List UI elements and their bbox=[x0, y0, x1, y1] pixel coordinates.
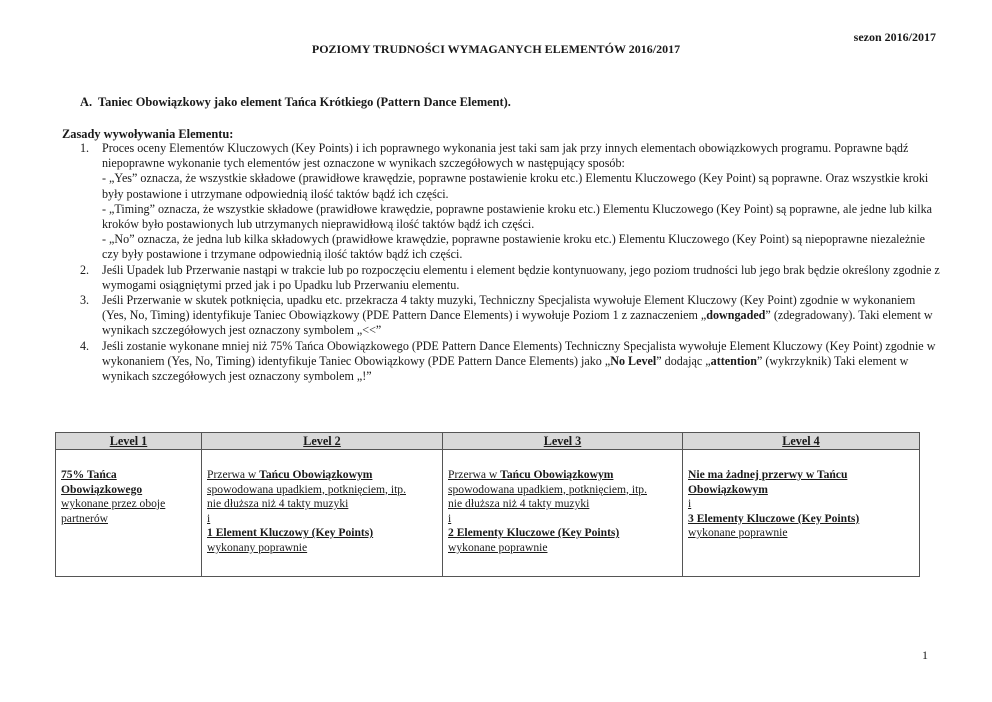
section-heading bbox=[80, 95, 511, 110]
level-3-cause: spowodowana upadkiem, potknięciem, itp. bbox=[448, 482, 647, 496]
section-label: A. bbox=[80, 95, 93, 109]
level-4-key-points: 3 Elementy Kluczowe (Key Points) bbox=[688, 511, 860, 525]
level-4-cell bbox=[683, 450, 920, 577]
rule-number: 1. bbox=[80, 141, 90, 155]
header-level-3: Level 3 bbox=[443, 433, 683, 450]
level-3-key-points: 2 Elementy Kluczowe (Key Points) bbox=[448, 526, 620, 540]
rule-yes-definition: - „Yes” oznacza, że wszystkie składowe (prawidłowe krawędzie, poprawne postawienie kroku etc.) Elementu Kluczowego (Key Point) są poprawne. Oraz wszystkie kroki były postawione i utrzymane odpowiednią ilość taktów bądź ich części. bbox=[102, 171, 929, 201]
rule-timing-definition: - „Timing” oznacza, że wszystkie składowe (prawidłowe krawędzie, poprawne postawienie kroku etc.) Elementu Kluczowego (Key Point) są poprawne, ale jedne lub kilka kroków było postawionych lub utrzymanych nieprawidłową ilość taktów bądź ich części. bbox=[102, 201, 933, 232]
rule-text: Jeśli zostanie wykonane mniej niż 75% Tańca Obowiązkowego (PDE Pattern Dance Elements) Techniczny Specjalista wywołuje Element Kluczowy (Key Point) zgodnie w wykonaniem (Yes, No, Timing) identyfikuje Taniec Obowiązkowy (PDE Pattern Dance Elements) jako „ bbox=[102, 338, 936, 368]
header-level-1: Level 1 bbox=[56, 433, 202, 450]
table-header-row bbox=[56, 433, 920, 450]
page-title: POZIOMY TRUDNOŚCI WYMAGANYCH ELEMENTÓW 2016/2017 bbox=[311, 42, 681, 56]
rule-number: 3. bbox=[80, 293, 90, 308]
levels-table bbox=[55, 432, 920, 577]
rule-item bbox=[62, 141, 942, 263]
level-1-cell bbox=[56, 450, 202, 577]
season-label: sezon 2016/2017 bbox=[853, 30, 936, 44]
section-title: Taniec Obowiązkowy jako element Tańca Krótkiego (Pattern Dance Element). bbox=[98, 95, 511, 109]
rules-list bbox=[62, 141, 942, 384]
header-level-2: Level 2 bbox=[202, 433, 443, 450]
level-4-done: wykonane poprawnie bbox=[688, 526, 788, 540]
level-4-requirement: Nie ma żadnej przerwy w Tańcu Obowiązkowym bbox=[688, 468, 848, 496]
level-1-requirement: 75% Tańca Obowiązkowego bbox=[61, 468, 143, 496]
level-3-and: i bbox=[448, 511, 452, 525]
table-row bbox=[56, 450, 920, 577]
level-3-done: wykonane poprawnie bbox=[448, 540, 548, 554]
level-4-and: i bbox=[688, 497, 692, 511]
level-2-bold: Tańcu Obowiązkowym bbox=[259, 468, 373, 481]
level-2-cell bbox=[202, 450, 443, 577]
level-3-interruption bbox=[448, 468, 678, 483]
level-2-cause: spowodowana upadkiem, potknięciem, itp. bbox=[207, 482, 406, 496]
rule-text: Jeśli Przerwanie w skutek potknięcia, upadku etc. przekracza 4 takty muzyki, Techniczny Specjalista wywołuje Element Kluczowy (Key Point) zgodnie w wykonaniem (Yes, No, Timing) identyfikuje Taniec Obowiązkowy (PDE Pattern Dance Elements) i wywołuje Poziom 1 z zaznaczeniem „ bbox=[102, 293, 916, 323]
level-2-key-points: 1 Element Kluczowy (Key Points) bbox=[207, 526, 374, 540]
level-2-plain: Przerwa w bbox=[207, 468, 260, 481]
rule-item bbox=[62, 293, 942, 339]
rule-text-mid: ” dodając „ bbox=[656, 353, 711, 368]
no-level-term: No Level bbox=[610, 353, 657, 368]
level-2-done: wykonany poprawnie bbox=[207, 540, 308, 554]
rule-item bbox=[62, 263, 942, 293]
rule-number: 2. bbox=[80, 262, 90, 277]
level-1-detail: wykonane przez oboje partnerów bbox=[61, 497, 166, 525]
rule-text-end: ” (wykrzyknik) Taki element w wynikach szczegółowych jest oznaczony symbolem „!” bbox=[102, 353, 909, 384]
rule-text: Proces oceny Elementów Kluczowych (Key Points) i ich poprawnego wykonania jest taki sam jak przy innych elementach obowiązkowych programu. Poprawne bądź niepoprawne wykonanie tych elementów jest oznaczone w wynikach szczegółowych w następujący sposób: bbox=[102, 141, 909, 171]
level-3-cell bbox=[443, 450, 683, 577]
level-3-bold: Tańcu Obowiązkowym bbox=[500, 468, 614, 481]
rule-item bbox=[62, 339, 942, 385]
rule-text: Jeśli Upadek lub Przerwanie nastąpi w trakcie lub po rozpoczęciu elementu i element będzie kontynuowany, jego poziom trudności lub jego brak będzie określony zgodnie z wymogami osiągniętymi przed jak i po Upadku lub Przerwaniu elementu. bbox=[102, 262, 940, 292]
level-2-limit: nie dłuższa niż 4 takty muzyki bbox=[207, 497, 349, 511]
level-2-interruption bbox=[207, 468, 438, 483]
page-number: 1 bbox=[922, 648, 928, 662]
rule-text-end: ” (zdegradowany). Taki element w wynikach szczegółowych jest oznaczony symbolem „<<” bbox=[102, 308, 933, 338]
level-3-limit: nie dłuższa niż 4 takty muzyki bbox=[448, 497, 590, 511]
header-level-4: Level 4 bbox=[683, 433, 920, 450]
level-2-and: i bbox=[207, 511, 211, 525]
downgraded-term: downgaded bbox=[706, 308, 766, 323]
rule-no-definition: - „No” oznacza, że jedna lub kilka składowych (prawidłowe krawędzie, poprawne postawienie kroku etc.) Elementu Kluczowego (Key Point) są niepoprawne niezależnie czy były postawione i trzymane odpowiednią ilość taktów bądź ich części. bbox=[102, 232, 926, 262]
rules-heading: Zasady wywoływania Elementu: bbox=[62, 127, 234, 141]
rule-number: 4. bbox=[80, 338, 90, 353]
attention-term: attention bbox=[710, 353, 757, 368]
level-3-plain: Przerwa w bbox=[448, 468, 501, 481]
